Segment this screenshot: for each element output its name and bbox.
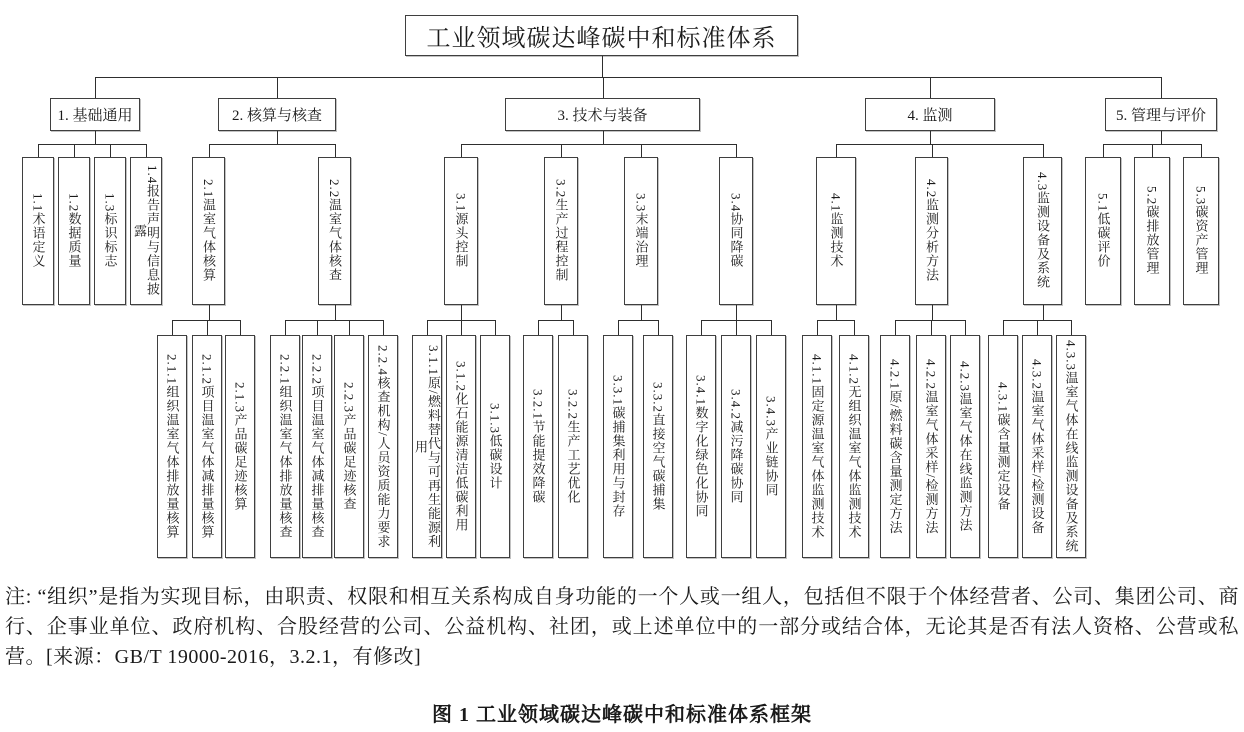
node-3-3-2: 3.3.2直接空气碳捕集 [643, 335, 673, 558]
connector-line [965, 320, 966, 335]
node-4-3-1: 4.3.1碳含量测定设备 [988, 335, 1018, 558]
connector-line [930, 77, 931, 98]
node-2-2-3: 2.2.3产品碳足迹核查 [334, 335, 364, 558]
node-2-1-3: 2.1.3产品碳足迹核算 [225, 335, 255, 558]
node-3-2-1: 3.2.1节能提效降碳 [523, 335, 553, 558]
node-4-3-3: 4.3.3温室气体在线监测设备及系统 [1056, 335, 1086, 558]
connector-line [1043, 144, 1044, 157]
node-root: 工业领域碳达峰碳中和标准体系 [405, 15, 798, 56]
node-4-2-2: 4.2.2温室气体采样/检测方法 [916, 335, 946, 558]
node-4-3: 4.3监测设备及系统 [1023, 157, 1062, 305]
node-5: 5. 管理与评价 [1105, 98, 1217, 131]
node-5-3: 5.3碳资产管理 [1183, 157, 1219, 305]
connector-line [461, 144, 462, 157]
node-2: 2. 核算与核查 [218, 98, 336, 131]
connector-line [38, 144, 147, 145]
connector-line [209, 144, 336, 145]
node-2-2-2: 2.2.2项目温室气体减排量核查 [302, 335, 332, 558]
node-1: 1. 基础通用 [50, 98, 140, 131]
connector-line [461, 320, 462, 335]
connector-line [277, 77, 278, 98]
connector-line [209, 144, 210, 157]
connector-line [561, 305, 562, 320]
node-4-1-1: 4.1.1固定源温室气体监测技术 [802, 335, 832, 558]
connector-line [817, 320, 855, 321]
node-4-2-3: 4.2.3温室气体在线监测方法 [950, 335, 980, 558]
node-4: 4. 监测 [865, 98, 995, 131]
connector-line [95, 77, 96, 98]
connector-line [538, 320, 574, 321]
node-3-2: 3.2生产过程控制 [544, 157, 578, 305]
connector-line [658, 320, 659, 335]
connector-line [285, 320, 286, 335]
connector-line [335, 305, 336, 320]
connector-line [736, 144, 737, 157]
node-1-2: 1.2数据质量 [58, 157, 90, 305]
connector-line [603, 131, 604, 144]
connector-line [771, 320, 772, 335]
node-4-2: 4.2监测分析方法 [915, 157, 948, 305]
node-1-3: 1.3标识标志 [94, 157, 126, 305]
node-4-3-2: 4.3.2温室气体采样/检测设备 [1022, 335, 1052, 558]
node-4-2-1: 4.2.1原/燃料碳含量测定方法 [880, 335, 910, 558]
connector-line [1161, 77, 1162, 98]
node-2-1-2: 2.1.2项目温室气体减排量核算 [192, 335, 222, 558]
connector-line [1201, 144, 1202, 157]
connector-line [95, 131, 96, 144]
connector-line [209, 305, 210, 320]
connector-line [836, 305, 837, 320]
connector-line [110, 144, 111, 157]
node-4-1: 4.1监测技术 [816, 157, 856, 305]
node-2-2-4: 2.2.4核查机构/人员资质能力要求 [368, 335, 398, 558]
connector-line [95, 77, 1162, 78]
connector-line [932, 144, 933, 157]
connector-line [641, 144, 642, 157]
connector-line [618, 320, 659, 321]
node-2-2-1: 2.2.1组织温室气体排放量核查 [270, 335, 300, 558]
node-3-4-1: 3.4.1数字化绿色化协同 [686, 335, 716, 558]
node-3-1-3: 3.1.3低碳设计 [480, 335, 510, 558]
node-5-1: 5.1低碳评价 [1085, 157, 1121, 305]
connector-line [618, 320, 619, 335]
connector-line [817, 320, 818, 335]
connector-line [461, 144, 737, 145]
connector-line [1071, 320, 1072, 335]
connector-line [38, 144, 39, 157]
figure-caption: 图 1 工业领域碳达峰碳中和标准体系框架 [432, 704, 812, 726]
node-3-4: 3.4协同降碳 [719, 157, 753, 305]
connector-line [335, 144, 336, 157]
connector-line [736, 320, 737, 335]
connector-line [1043, 305, 1044, 320]
connector-line [317, 320, 318, 335]
connector-line [427, 320, 428, 335]
connector-line [495, 320, 496, 335]
node-3-3-1: 3.3.1碳捕集利用与封存 [603, 335, 633, 558]
connector-line [383, 320, 384, 335]
node-3-4-3: 3.4.3产业链协同 [756, 335, 786, 558]
node-3: 3. 技术与装备 [505, 98, 700, 131]
connector-line [277, 131, 278, 144]
connector-line [1037, 320, 1038, 335]
connector-line [1003, 320, 1004, 335]
note-text: 注: “组织”是指为实现目标，由职责、权限和相互关系构成自身功能的一个人或一组人，包括但不限于个体经营者、公司、集团公司、商行、企事业单位、政府机构、合股经营的公司、公益机构、社团，或上述单位中的一部分或结合体，无论其是否有法人资格、公营或私营。[来源：GB/T 19000-2016，3.2.1，有修改] [5, 586, 1239, 668]
node-1-4: 1.4报告声明与信息披露 [130, 157, 162, 305]
connector-line [836, 144, 1044, 145]
connector-line [207, 320, 208, 335]
connector-line [240, 320, 241, 335]
connector-line [1152, 144, 1153, 157]
connector-line [285, 320, 384, 321]
connector-line [349, 320, 350, 335]
node-3-3: 3.3末端治理 [624, 157, 658, 305]
connector-line [836, 144, 837, 157]
connector-line [74, 144, 75, 157]
connector-line [854, 320, 855, 335]
node-1-1: 1.1术语定义 [22, 157, 54, 305]
connector-line [602, 56, 603, 77]
connector-line [1103, 144, 1104, 157]
node-3-2-2: 3.2.2生产工艺优化 [558, 335, 588, 558]
node-3-1-1: 3.1.1原/燃料替代与可再生能源利用 [412, 335, 442, 558]
connector-line [1161, 131, 1162, 144]
connector-line [172, 320, 173, 335]
connector-line [603, 77, 604, 98]
node-3-1-2: 3.1.2化石能源清洁低碳利用 [446, 335, 476, 558]
connector-line [561, 144, 562, 157]
connector-line [736, 305, 737, 320]
node-3-4-2: 3.4.2减污降碳协同 [721, 335, 751, 558]
connector-line [931, 320, 932, 335]
connector-line [895, 320, 896, 335]
node-2-2: 2.2温室气体核查 [318, 157, 351, 305]
connector-line [930, 131, 931, 144]
node-5-2: 5.2碳排放管理 [1134, 157, 1170, 305]
connector-line [461, 305, 462, 320]
node-3-1: 3.1源头控制 [444, 157, 478, 305]
node-4-1-2: 4.1.2无组织温室气体监测技术 [839, 335, 869, 558]
connector-line [701, 320, 702, 335]
connector-line [538, 320, 539, 335]
connector-line [932, 305, 933, 320]
connector-line [641, 305, 642, 320]
node-2-1-1: 2.1.1组织温室气体排放量核算 [157, 335, 187, 558]
connector-line [146, 144, 147, 157]
connector-line [573, 320, 574, 335]
node-2-1: 2.1温室气体核算 [192, 157, 225, 305]
